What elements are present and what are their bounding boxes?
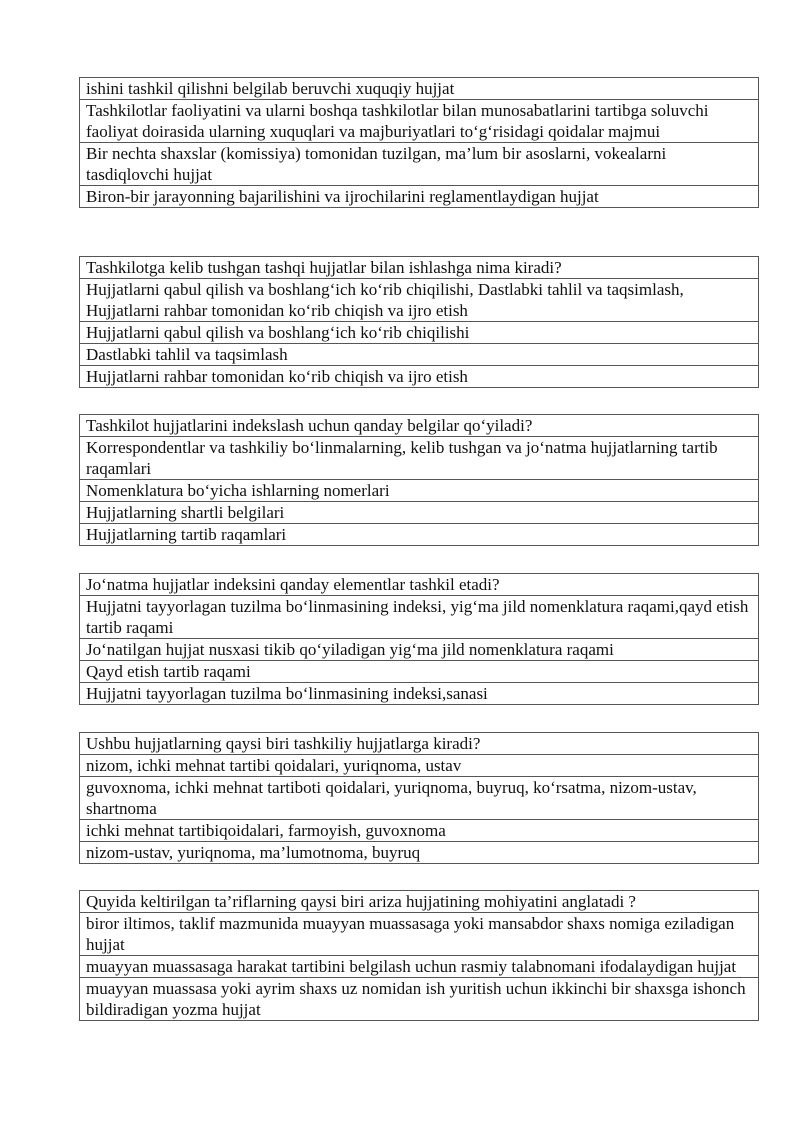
- answer-cell: Jo‘natilgan hujjat nusxasi tikib qo‘yiladigan yig‘ma jild nomenklatura raqami: [80, 639, 759, 661]
- answer-cell: muayyan muassasaga harakat tartibini belgilash uchun rasmiy talabnomani ifodalaydigan hujjat: [80, 956, 759, 978]
- table-row: [80, 100, 759, 143]
- question-table-6: [79, 890, 759, 1021]
- answer-cell: Hujjatni tayyorlagan tuzilma bo‘linmasining indeksi, yig‘ma jild nomenklatura raqami,qayd etish tartib raqami: [80, 596, 759, 639]
- answer-cell: Korrespondentlar va tashkiliy bo‘linmalarning, kelib tushgan va jo‘natma hujjatlarning tartib raqamlari: [80, 437, 759, 480]
- question-table-3: [79, 414, 759, 546]
- answer-cell: Hujjatlarning shartli belgilari: [80, 502, 759, 524]
- answer-cell: biror iltimos, taklif mazmunida muayyan muassasaga yoki mansabdor shaxs nomiga eziladigan hujjat: [80, 913, 759, 956]
- question-table-4: [79, 573, 759, 705]
- table-row: [80, 639, 759, 661]
- answer-cell: nizom, ichki mehnat tartibi qoidalari, yuriqnoma, ustav: [80, 755, 759, 777]
- table-row: [80, 891, 759, 913]
- table-row: [80, 480, 759, 502]
- table-cell: Biron-bir jarayonning bajarilishini va ijrochilarini reglamentlaydigan hujjat: [80, 186, 759, 208]
- question-cell: Jo‘natma hujjatlar indeksini qanday elementlar tashkil etadi?: [80, 574, 759, 596]
- table-row: [80, 186, 759, 208]
- table-row: [80, 279, 759, 322]
- table-cell: ishini tashkil qilishni belgilab beruvchi xuquqiy hujjat: [80, 78, 759, 100]
- table-row: [80, 733, 759, 755]
- question-table-5: [79, 732, 759, 864]
- answer-cell: Hujjatni tayyorlagan tuzilma bo‘linmasining indeksi,sanasi: [80, 683, 759, 705]
- answer-cell: Hujjatlarni qabul qilish va boshlang‘ich ko‘rib chiqilishi, Dastlabki tahlil va taqsimlash, Hujjatlarni rahbar tomonidan ko‘rib chiqish va ijro etish: [80, 279, 759, 322]
- answer-cell: muayyan muassasa yoki ayrim shaxs uz nomidan ish yuritish uchun ikkinchi bir shaxsga ishonch bildiradigan yozma hujjat: [80, 978, 759, 1021]
- table-row: [80, 366, 759, 388]
- table-row: [80, 913, 759, 956]
- table-row: [80, 437, 759, 480]
- table-row: [80, 777, 759, 820]
- question-cell: Quyida keltirilgan ta’riflarning qaysi biri ariza hujjatining mohiyatini anglatadi ?: [80, 891, 759, 913]
- table-row: [80, 820, 759, 842]
- answer-cell: Hujjatlarni rahbar tomonidan ko‘rib chiqish va ijro etish: [80, 366, 759, 388]
- table-row: [80, 683, 759, 705]
- answer-cell: Qayd etish tartib raqami: [80, 661, 759, 683]
- table-row: [80, 78, 759, 100]
- table-row: [80, 978, 759, 1021]
- answer-cell: Hujjatlarni qabul qilish va boshlang‘ich ko‘rib chiqilishi: [80, 322, 759, 344]
- table-row: [80, 755, 759, 777]
- table-cell: Bir nechta shaxslar (komissiya) tomonidan tuzilgan, ma’lum bir asoslarni, vokealarni tasdiqlovchi hujjat: [80, 143, 759, 186]
- answer-cell: Dastlabki tahlil va taqsimlash: [80, 344, 759, 366]
- table-row: [80, 524, 759, 546]
- table-row: [80, 596, 759, 639]
- answer-cell: Hujjatlarning tartib raqamlari: [80, 524, 759, 546]
- table-row: [80, 322, 759, 344]
- answer-cell: nizom-ustav, yuriqnoma, ma’lumotnoma, buyruq: [80, 842, 759, 864]
- answer-cell: Nomenklatura bo‘yicha ishlarning nomerlari: [80, 480, 759, 502]
- answer-cell: ichki mehnat tartibiqoidalari, farmoyish, guvoxnoma: [80, 820, 759, 842]
- table-row: [80, 344, 759, 366]
- question-cell: Ushbu hujjatlarning qaysi biri tashkiliy hujjatlarga kiradi?: [80, 733, 759, 755]
- table-cell: Tashkilotlar faoliyatini va ularni boshqa tashkilotlar bilan munosabatlarini tartibga soluvchi faoliyat doirasida ularning xuquqlari va majburiyatlari to‘g‘risidagi qoidalar majmui: [80, 100, 759, 143]
- table-row: [80, 415, 759, 437]
- table-row: [80, 956, 759, 978]
- question-cell: Tashkilotga kelib tushgan tashqi hujjatlar bilan ishlashga nima kiradi?: [80, 257, 759, 279]
- answer-cell: guvoxnoma, ichki mehnat tartiboti qoidalari, yuriqnoma, buyruq, ko‘rsatma, nizom-ustav, shartnoma: [80, 777, 759, 820]
- table-row: [80, 574, 759, 596]
- question-table-1: [79, 77, 759, 208]
- table-row: [80, 143, 759, 186]
- table-row: [80, 842, 759, 864]
- question-cell: Tashkilot hujjatlarini indekslash uchun qanday belgilar qo‘yiladi?: [80, 415, 759, 437]
- table-row: [80, 257, 759, 279]
- table-row: [80, 502, 759, 524]
- question-table-2: [79, 256, 759, 388]
- table-row: [80, 661, 759, 683]
